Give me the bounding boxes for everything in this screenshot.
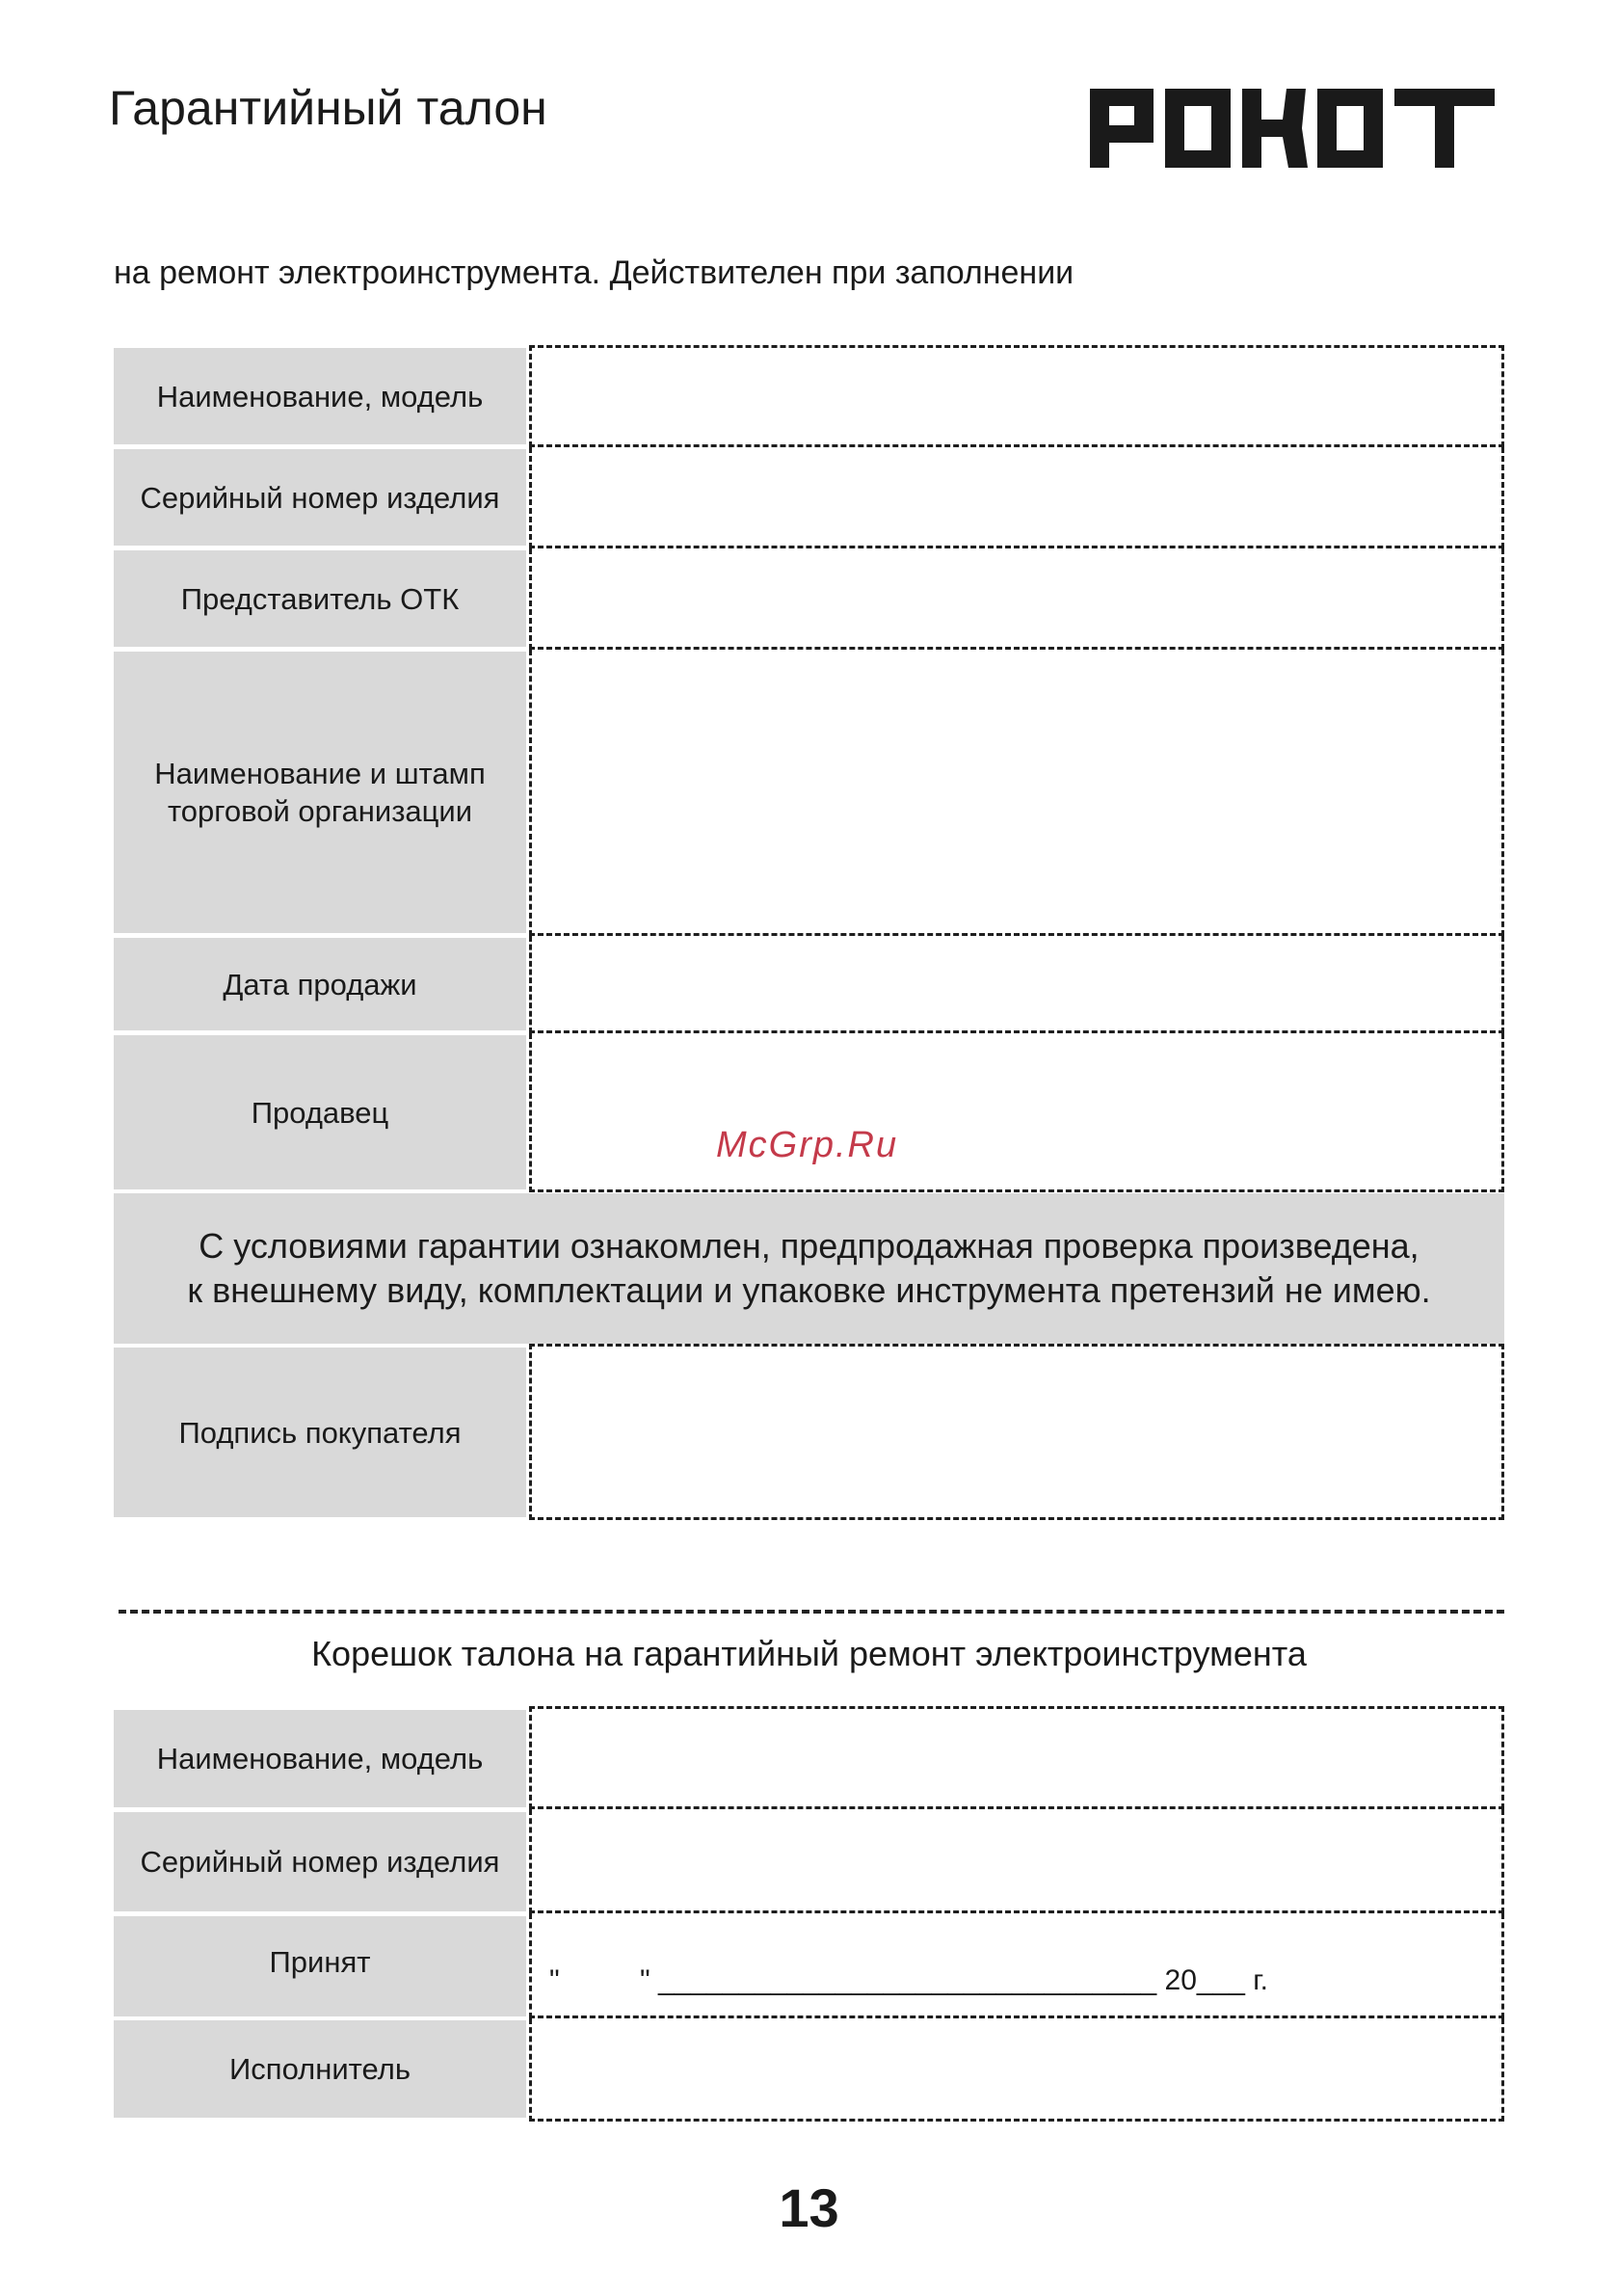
stub-label-serial-number: Серийный номер изделия (114, 1812, 526, 1911)
label-buyer-signature: Подпись покупателя (114, 1348, 526, 1517)
notice-line-1: С условиями гарантии ознакомлен, предпродажная проверка произведена, (199, 1226, 1419, 1266)
field-trade-organization[interactable] (529, 650, 1504, 936)
stub-label-name-model: Наименование, модель (114, 1710, 526, 1807)
label-seller: Продавец (114, 1035, 526, 1189)
field-seller[interactable] (529, 1033, 1504, 1192)
stub-field-executor[interactable] (529, 2018, 1504, 2122)
stub-label-accepted: Принят (114, 1916, 526, 2016)
field-otk-representative[interactable] (529, 548, 1504, 650)
field-name-model[interactable] (529, 345, 1504, 447)
warranty-acknowledgement (114, 1193, 1504, 1344)
page-title: Гарантийный талон (109, 81, 547, 135)
field-buyer-signature[interactable] (529, 1344, 1504, 1520)
field-sale-date[interactable] (529, 936, 1504, 1033)
subtitle: на ремонт электроинструмента. Действителен при заполнении (114, 254, 1074, 291)
accepted-date-template: " " _______________________________ 20___ г. (549, 1964, 1268, 1996)
watermark: McGrp.Ru (716, 1125, 899, 1165)
label-sale-date: Дата продажи (114, 938, 526, 1030)
stub-label-executor: Исполнитель (114, 2020, 526, 2118)
stub-field-serial-number[interactable] (529, 1809, 1504, 1913)
label-name-model: Наименование, модель (114, 348, 526, 444)
stub-field-name-model[interactable] (529, 1706, 1504, 1809)
stub-title: Корешок талона на гарантийный ремонт электроинструмента (311, 1634, 1307, 1673)
field-serial-number[interactable] (529, 447, 1504, 548)
label-serial-number: Серийный номер изделия (114, 449, 526, 546)
brand-logo (1090, 89, 1504, 185)
cut-line (119, 1610, 1504, 1614)
page-number: 13 (779, 2177, 839, 2238)
notice-line-2: к внешнему виду, комплектации и упаковке инструмента претензий не имею. (187, 1270, 1431, 1310)
label-otk-representative: Представитель ОТК (114, 550, 526, 647)
label-trade-organization: Наименование и штамп торговой организации (114, 652, 526, 933)
